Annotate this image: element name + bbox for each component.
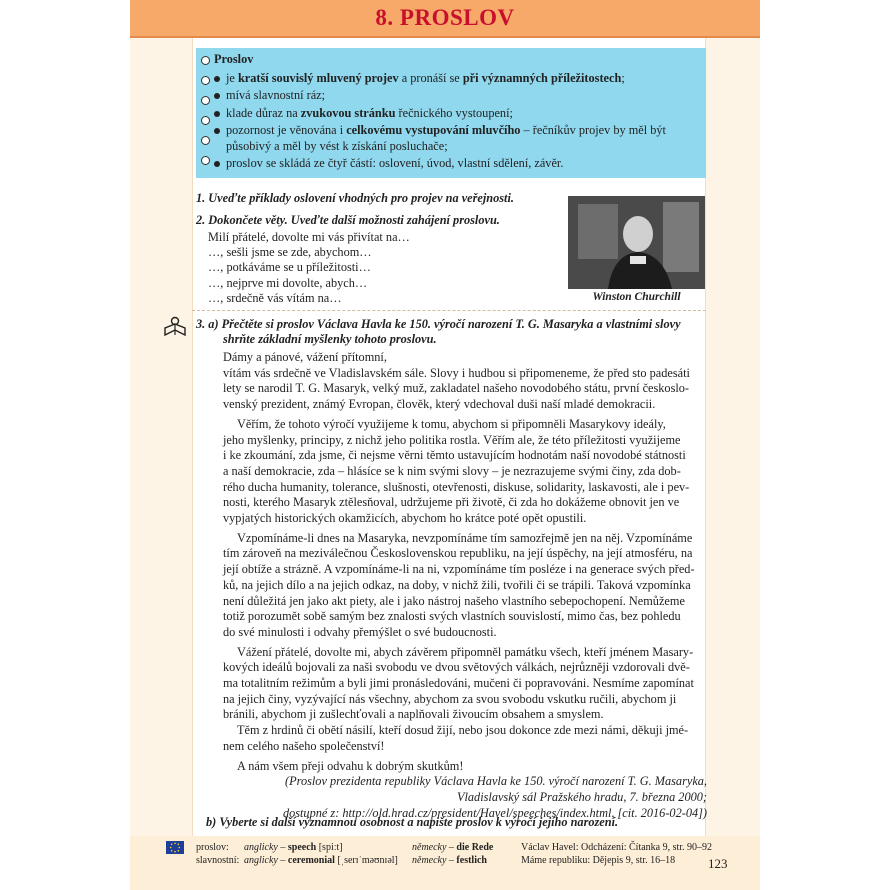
photo-caption: Winston Churchill (592, 291, 681, 303)
en-word: ceremonial (287, 854, 335, 866)
speech-line: lety se narodil T. G. Masaryk, velký muž, zakladatel našeho novodobého státu, první českoslo- (223, 381, 690, 396)
question-1: 1. Uveďte příklady oslovení vhodných pro projev na veřejnosti. (196, 191, 514, 205)
footer-references (521, 842, 712, 867)
box-title: Proslov (214, 52, 254, 66)
binder-rings (201, 52, 213, 174)
reference: Václav Havel: Odcházení: Čítanka 9, str. 90–92 (521, 842, 713, 853)
line: …, srdečně vás vítám na… (208, 290, 342, 305)
speech-line: Věřím, že tohoto výročí využijeme k tomu, abychom si připomněli Masarykovy ideály, (237, 416, 666, 431)
question-2-lines (208, 230, 410, 306)
line: …, potkáváme se u příležitosti… (208, 260, 371, 275)
line: …, sešli jsme se zde, abychom… (208, 245, 372, 260)
speech-line: jeho myšlenky, principy, z nichž jeho politika rostla. Věřím ale, že této příležitosti využijeme (223, 432, 681, 447)
line: Milí přátelé, dovolte mi vás přivítat na… (208, 230, 410, 244)
definition-box (196, 48, 706, 178)
speech-line: nem celého našeho společenství! (223, 738, 385, 753)
speech-line: i ke zkoumání, zda jsme, či nejsme věrni těmto ustavujícím hodnotám naší novodobé státnosti (223, 448, 686, 463)
footer-terms (196, 842, 239, 867)
ring-icon (201, 156, 210, 165)
speech-line: venský prezident, známý Evropan, člověk, který vdechoval duši naší mladé demokracii. (223, 397, 656, 412)
speech-line: tím zároveň na meziválečnou Československou republiku, na její úspěchy, na její atmosféru, na (223, 546, 693, 561)
speech-line: A nám všem přeji odvahu k dobrým skutkům! (237, 758, 464, 773)
lang-label: německy (412, 842, 447, 853)
speech-line: kových ideálů bojovali za naši svobodu ve dvou světových válkách, nejrůzněji vzdorovali dvě- (223, 660, 690, 675)
list-item: je kratší souvislý mluvený projev a pronáší se při významných příležitostech; (214, 71, 698, 87)
de-word: die Rede (456, 842, 494, 853)
list-item: proslov se skládá ze čtyř částí: oslovení, úvod, vlastní sdělení, závěr. (214, 156, 698, 172)
speech-line: ma totalitním režimům a byli jimi pronásledováni, mučeni či popravováni. Nesmíme zapomínat (223, 676, 694, 691)
source-line: Vladislavský sál Pražského hradu, 7. března 2000; (456, 789, 707, 804)
list-item: pozornost je věnována i celkovému vystupování mluvčího – řečníkův projev by měl být působivý a měl by vést k získání posluchače; (214, 123, 698, 154)
eu-flag-icon (166, 841, 184, 854)
list-item: klade důraz na zvukovou stránku řečnického vystoupení; (214, 106, 698, 122)
question-2: 2. Dokončete věty. Uveďte další možnosti zahájení proslovu. (196, 213, 500, 227)
source-line: (Proslov prezidenta republiky Václava Havla ke 150. výročí narození T. G. Masaryka, (285, 774, 707, 789)
ring-icon (201, 136, 210, 145)
ring-icon (201, 76, 210, 85)
speech-line: bránili, abychom ji zušlechťovali a naplňovali živoucím obsahem a smyslem. (223, 707, 604, 722)
speech-line: do své minulosti i odvahy přemýšlet o své budoucnosti. (223, 624, 497, 639)
en-word: speech (287, 842, 317, 853)
speech-line: na jejich činy, vyzývající nás všechny, abychom za svou svobodu vskutku ručili, abychom ji (223, 691, 677, 706)
pronunciation: [ˌserɪˈməʊnɪəl] (337, 854, 398, 866)
de-word: festlich (456, 854, 487, 866)
lang-label: anglicky (244, 842, 278, 853)
chapter-header (130, 0, 760, 38)
speech-line: Vážení přátelé, dovolte mi, abych závěrem připomněl památku všech, kteří jménem Masary- (237, 644, 694, 659)
speech-text (223, 350, 707, 821)
speech-line: nosti, kterého Masaryk ztělesňoval, udržujeme při životě, či zda ho dokážeme obnovit jen ve (223, 495, 680, 510)
footer-english: anglicky – speech [spiːt] anglicky – ceremonial [ˌserɪˈməʊnɪəl] (244, 842, 398, 866)
term: proslov: (196, 842, 229, 853)
speech-line: není důležitá jen jako akt piety, ale i jako nástroj našeho vlastního sebepochopení. Nemůžeme (223, 593, 685, 608)
line: …, nejprve mi dovolte, abych… (208, 275, 368, 290)
footer-german: německy – die Rede německy – festlich (412, 842, 494, 866)
speech-line: vítám vás srdečně ve Vladislavském sále. Slovy i hudbou si připomeneme, že před sto padesáti (223, 365, 690, 380)
churchill-photo (568, 196, 705, 289)
speech-line: a naší demokracie, zda – hlásíce se k nim svými slovy – je nezrazujeme svými činy, zda dob- (223, 463, 681, 478)
page-number: 123 (708, 856, 728, 871)
page-title: 8. PROSLOV (375, 5, 515, 30)
list-item: mívá slavnostní ráz; (214, 88, 698, 104)
speech-line: vypjatých historických okamžicích, abychom ho krátce poté opět opustili. (223, 511, 587, 526)
speech-line: Vzpomínáme-li dnes na Masaryka, nevzpomínáme tím samozřejmě jen na něj. Vzpomínáme (237, 530, 693, 545)
question-3a: 3. a) Přečtěte si proslov Václava Havla ke 150. výročí narození T. G. Masaryka a vlastními slovy (196, 317, 681, 331)
lang-label: německy (412, 854, 447, 866)
reading-icon (163, 316, 187, 338)
speech-line: Dámy a pánové, vážení přítomní, (223, 350, 387, 364)
speech-line: její obtíže a strázně. A vzpomínáme-li na ni, vzpomínáme tím posléze i na generace svých před- (223, 562, 695, 577)
term: slavnostní: (196, 854, 240, 866)
lang-label: anglicky (244, 854, 278, 866)
speech-line: rého ducha humanity, tolerance, slušnosti, otevřenosti, diskuse, solidarity, laskavosti, ale i pev- (223, 479, 690, 494)
question-3a-cont: shrňte základní myšlenky tohoto proslovu. (223, 332, 437, 346)
ring-icon (201, 116, 210, 125)
question-3b: b) Vyberte si další významnou osobnost a napište proslov k výročí jejího narození. (206, 815, 619, 829)
source-line: dostupné z: http://old.hrad.cz/president/Havel/speeches/index.html, [cit. 2016-02-04]) (282, 805, 707, 820)
pronunciation: [spiːt] (318, 842, 343, 853)
speech-line: Těm z hrdinů či obětí násilí, kteří dosud žijí, nebo jsou dokonce zde mezi námi, děkuji jmé- (237, 723, 689, 738)
reference: Máme republiku: Dějepis 9, str. 16–18 (521, 854, 676, 866)
divider (192, 310, 706, 311)
speech-line: ků, na jejich dílo a na jejich odkaz, na doby, v nichž žili, tvořili či se trápili. Taková vzpomínka (223, 577, 691, 592)
speech-line: totiž porozumět sobě samým bez znalosti svých vlastních souvislostí, mimo čas, bez pohledu (223, 609, 681, 624)
ring-icon (201, 56, 210, 65)
ring-icon (201, 96, 210, 105)
